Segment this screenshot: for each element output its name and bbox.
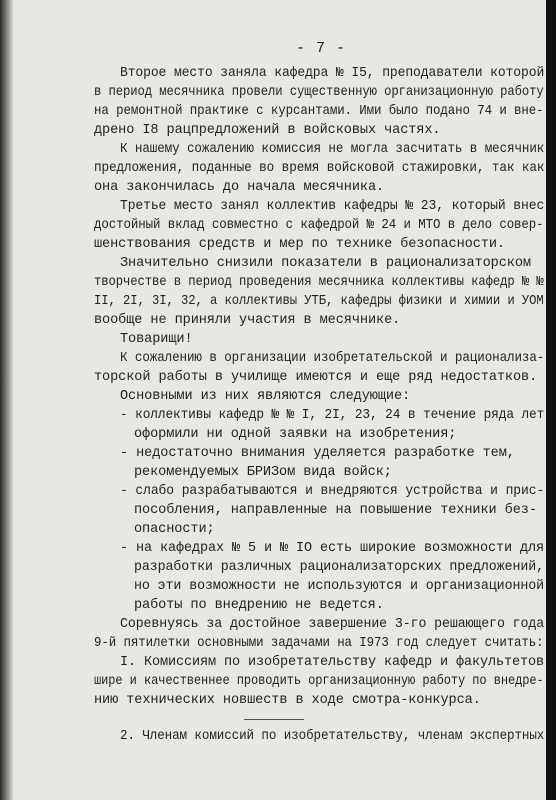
text-line: на ремонтной практике с курсантами. Ими было подано 74 и вне- [94,104,544,119]
list-item-line: разработки различных рационализаторских предложений, [134,560,544,575]
list-item-line: рекомендуемых БРИЗом вида войск; [134,465,392,480]
text-line: Третье место занял коллектив кафедры № 23, который внес [120,199,545,214]
text-line: вообще не приняли участия в месячнике. [94,313,401,328]
text-line: 9-й пятилетки основными задачами на I973 год следует считать: [94,636,544,651]
text-line: достойный вклад совместно с кафедрой № 24 и МТО в дело совер- [94,218,544,233]
text-line: она закончилась до начала месячника. [94,180,385,195]
text-line: творчестве в период проведения месячника коллективы кафедр № № [94,275,544,290]
text-line: Второе место заняла кафедра № I5, преподаватели которой [120,66,545,81]
text-line: шенствования средств и мер по технике безопасности. [94,237,505,252]
list-item-line: - слабо разрабатываются и внедряются устройства и прис- [120,484,545,499]
text-line: Соревнуясь за достойное завершение 3-го решающего года [120,617,545,632]
text-line: К сожалению в организации изобретательской и рационализа- [120,351,545,366]
text-line: торской работы в училище имеются и еще ряд недостатков. [94,370,538,385]
list-item-line: пособления, направленные на повышение техники без- [134,503,537,518]
text-line: Товарищи! [120,332,193,347]
text-line: К нашему сожалению комиссия не могла засчитать в месячник [120,142,545,157]
text-line: шире и качественнее проводить организационную работу по внедре- [94,674,544,689]
text-line: I. Комиссиям по изобретательству кафедр и факультетов [120,655,545,670]
text-line: II, 2I, 3I, 32, а коллективы УТБ, кафедры физики и химии и УОМ [94,294,544,309]
text-line: Значительно снизили показатели в рационализаторском [120,256,531,271]
text-line: Основными из них являются следующие: [120,389,411,404]
list-item-line: но эти возможности не используются и организационной [134,579,544,594]
list-item-line: - недостаточно внимания уделяется разработке тем, [120,446,515,461]
list-item-line: опасности; [134,522,215,537]
list-item-line: - коллективы кафедр № № I, 2I, 23, 24 в течение ряда лет [120,408,545,423]
scan-shadow-edge [0,0,14,800]
text-line: дрено I8 рацпредложений в войсковых частях. [94,123,441,138]
text-line: предложения, поданные во время войсковой стажировки, так как [94,161,545,176]
text-line: 2. Членам комиссий по изобретательству, членам экспертных [120,729,545,744]
list-item-line: оформили ни одной заявки на изобретения; [134,427,457,442]
text-line: нию технических новшеств в ходе смотра-конкурса. [94,693,481,708]
text-line: в период месячника провели существенную организационную работу [94,85,544,100]
list-item-line: - на кафедрах № 5 и № IO есть широкие возможности для [120,541,545,556]
list-item-line: работы по внедрению не ведется. [134,598,384,613]
separator-rule [244,719,304,720]
page-number: - 7 - [296,40,347,57]
